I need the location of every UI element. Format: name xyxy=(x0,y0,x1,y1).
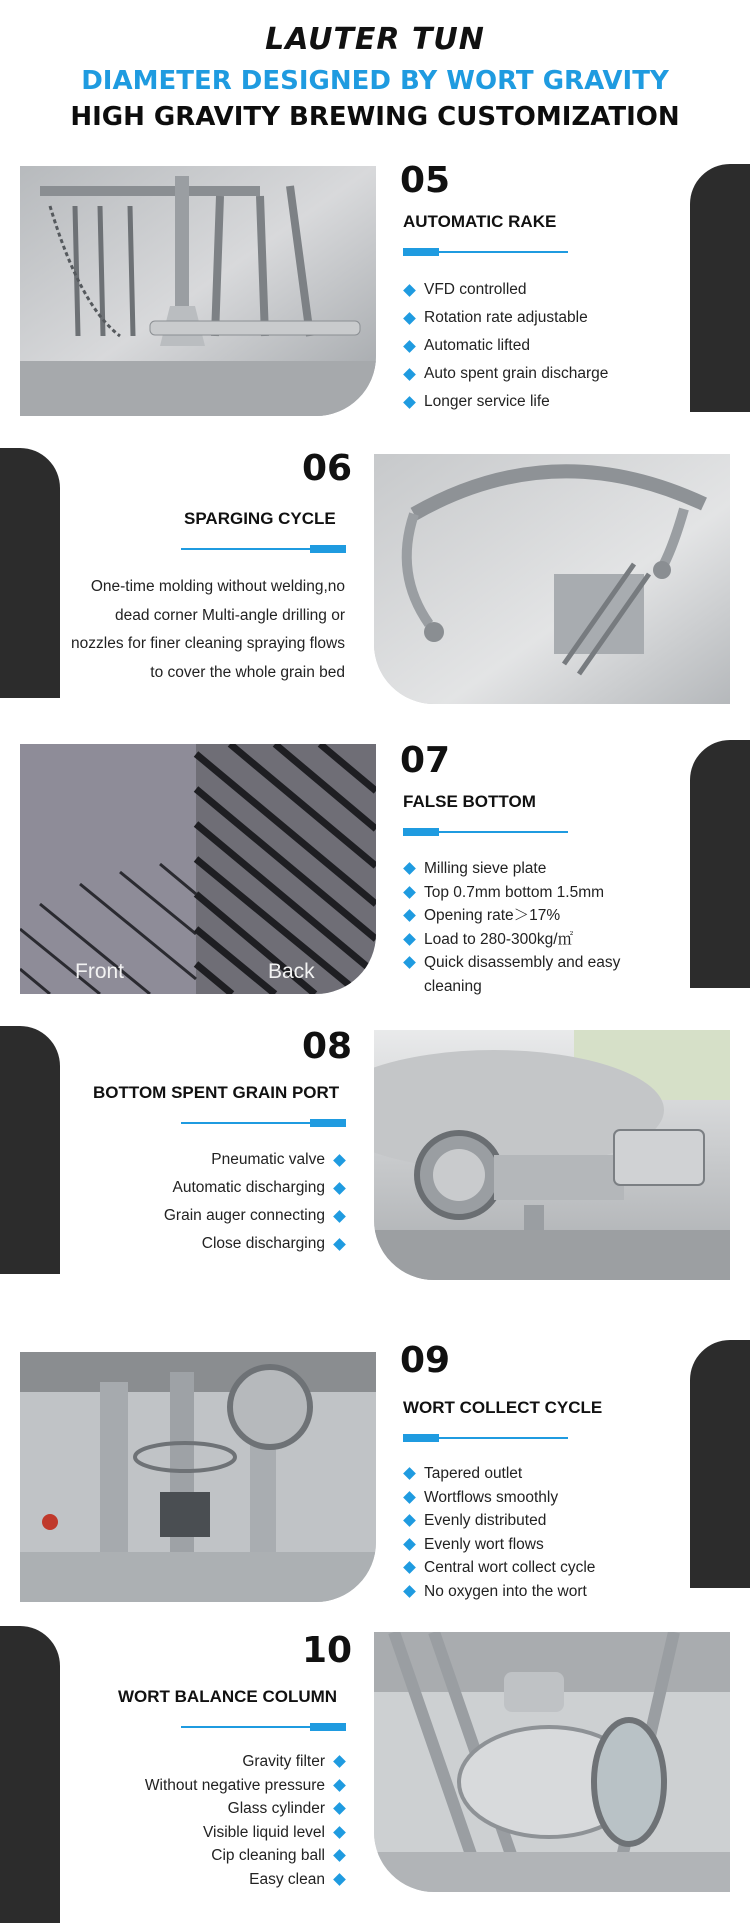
section-automatic-rake xyxy=(0,160,750,420)
feature-list xyxy=(164,1146,344,1258)
diamond-bullet-icon xyxy=(403,909,416,922)
diamond-bullet-icon xyxy=(403,340,416,353)
list-item: Wortflows smoothly xyxy=(405,1486,595,1510)
list-item: Milling sieve plate xyxy=(405,857,624,881)
list-item: Visible liquid level xyxy=(145,1821,344,1845)
subtitle-blue: DIAMETER DESIGNED BY WORT GRAVITY xyxy=(81,66,669,96)
section-number: 05 xyxy=(400,160,451,201)
dark-side-panel xyxy=(690,164,750,412)
section-number: 07 xyxy=(400,740,451,781)
list-item: Without negative pressure xyxy=(145,1774,344,1798)
list-item: Evenly wort flows xyxy=(405,1533,595,1557)
brand-title: LAUTER TUN xyxy=(265,22,485,57)
wort-collect-photo xyxy=(20,1352,376,1602)
section-number: 09 xyxy=(400,1340,451,1381)
list-item: Grain auger connecting xyxy=(164,1202,344,1230)
list-item: Gravity filter xyxy=(145,1750,344,1774)
title-underline xyxy=(403,1437,568,1439)
grain-port-photo xyxy=(374,1030,730,1280)
section-title: BOTTOM SPENT GRAIN PORT xyxy=(93,1083,340,1102)
diamond-bullet-icon xyxy=(403,312,416,325)
diamond-bullet-icon xyxy=(403,1514,416,1527)
title-underline xyxy=(181,1726,346,1728)
list-item: Auto spent grain discharge xyxy=(405,360,608,388)
feature-list xyxy=(405,276,608,416)
diamond-bullet-icon xyxy=(333,1849,346,1862)
title-underline xyxy=(403,831,568,833)
diamond-bullet-icon xyxy=(333,1755,346,1768)
diamond-bullet-icon xyxy=(403,368,416,381)
dark-side-panel xyxy=(0,1626,60,1923)
section-number: 08 xyxy=(302,1026,353,1067)
diamond-bullet-icon xyxy=(403,284,416,297)
back-label: Back xyxy=(268,960,315,983)
section-title: SPARGING CYCLE xyxy=(184,509,336,528)
dark-side-panel xyxy=(690,1340,750,1588)
section-wort-collect-cycle xyxy=(0,1340,750,1600)
feature-list xyxy=(145,1750,344,1891)
section-false-bottom xyxy=(0,740,750,1000)
subtitle-black: HIGH GRAVITY BREWING CUSTOMIZATION xyxy=(70,102,680,132)
sieve-plate-photo xyxy=(20,744,376,994)
list-item: Central wort collect cycle xyxy=(405,1556,595,1580)
list-item: No oxygen into the wort xyxy=(405,1580,595,1604)
list-item: Glass cylinder xyxy=(145,1797,344,1821)
section-title: WORT COLLECT CYCLE xyxy=(403,1398,603,1417)
diamond-bullet-icon xyxy=(333,1873,346,1886)
list-item: Tapered outlet xyxy=(405,1462,595,1486)
diamond-bullet-icon xyxy=(333,1779,346,1792)
section-sparging-cycle xyxy=(0,448,750,708)
section-number: 10 xyxy=(302,1630,353,1671)
section-description: One-time molding without welding,no dead corner Multi-angle drilling or nozzles for finer cleaning spraying flows to cover the whole grain bed xyxy=(71,578,345,681)
diamond-bullet-icon xyxy=(403,1561,416,1574)
feature-list xyxy=(405,857,624,998)
diamond-bullet-icon xyxy=(333,1210,346,1223)
diamond-bullet-icon xyxy=(403,886,416,899)
diamond-bullet-icon xyxy=(333,1802,346,1815)
section-number: 06 xyxy=(302,448,353,489)
list-item: Load to 280-300kg/㎡ xyxy=(405,928,624,952)
list-item: Opening rate＞17% xyxy=(405,904,624,928)
list-item: Rotation rate adjustable xyxy=(405,304,608,332)
section-wort-balance-column xyxy=(0,1626,750,1916)
list-item: Pneumatic valve xyxy=(164,1146,344,1174)
diamond-bullet-icon xyxy=(403,933,416,946)
diamond-bullet-icon xyxy=(403,956,416,969)
diamond-bullet-icon xyxy=(403,1585,416,1598)
section-bottom-spent-grain-port xyxy=(0,1022,750,1282)
front-label: Front xyxy=(75,960,125,983)
title-underline xyxy=(181,1122,346,1124)
diamond-bullet-icon xyxy=(403,862,416,875)
feature-list xyxy=(405,1462,595,1603)
list-item: Easy clean xyxy=(145,1868,344,1892)
page-header xyxy=(0,0,750,140)
list-item: Evenly distributed xyxy=(405,1509,595,1533)
list-item: Close discharging xyxy=(164,1230,344,1258)
diamond-bullet-icon xyxy=(403,1467,416,1480)
dark-side-panel xyxy=(0,448,60,698)
list-item: VFD controlled xyxy=(405,276,608,304)
diamond-bullet-icon xyxy=(333,1182,346,1195)
diamond-bullet-icon xyxy=(333,1238,346,1251)
diamond-bullet-icon xyxy=(403,1538,416,1551)
section-title: FALSE BOTTOM xyxy=(403,792,536,811)
list-item: Automatic lifted xyxy=(405,332,608,360)
title-underline xyxy=(181,548,346,550)
section-title: WORT BALANCE COLUMN xyxy=(118,1687,338,1706)
dark-side-panel xyxy=(690,740,750,988)
balance-column-photo xyxy=(374,1632,730,1892)
diamond-bullet-icon xyxy=(403,396,416,409)
diamond-bullet-icon xyxy=(333,1154,346,1167)
diamond-bullet-icon xyxy=(333,1826,346,1839)
list-item: Automatic discharging xyxy=(164,1174,344,1202)
dark-side-panel xyxy=(0,1026,60,1274)
list-item: Quick disassembly and easy cleaning xyxy=(405,951,624,998)
sparging-ring-photo xyxy=(374,454,730,704)
diamond-bullet-icon xyxy=(403,1491,416,1504)
list-item: Longer service life xyxy=(405,388,608,416)
list-item: Cip cleaning ball xyxy=(145,1844,344,1868)
title-underline xyxy=(403,251,568,253)
list-item: Top 0.7mm bottom 1.5mm xyxy=(405,881,624,905)
section-title: AUTOMATIC RAKE xyxy=(403,212,557,231)
rake-arms-photo xyxy=(20,166,376,416)
